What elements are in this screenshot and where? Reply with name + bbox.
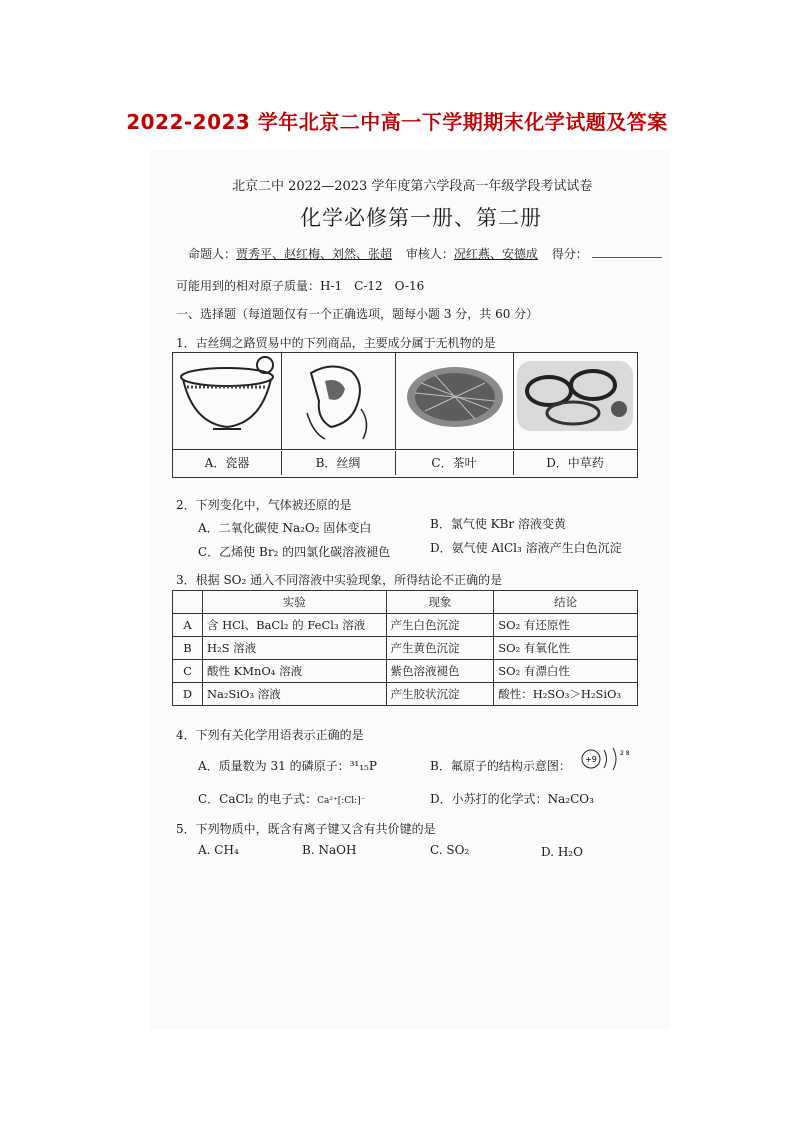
document-title: 2022-2023 学年北京二中高一下学期期末化学试题及答案 — [126, 110, 668, 134]
q5-option-c[interactable]: C. SO₂ — [430, 843, 470, 857]
silk-icon — [281, 353, 396, 449]
table-cell: B — [173, 637, 203, 660]
q2-option-a[interactable]: A．二氧化碳使 Na₂O₂ 固体变白 — [198, 521, 372, 535]
nucleus-charge-label: +9 — [585, 755, 597, 764]
q4-option-b[interactable] — [430, 757, 571, 774]
table-cell: C — [173, 660, 203, 683]
q5-stem: 5．下列物质中，既含有离子键又含有共价键的是 — [176, 822, 436, 836]
q1-stem: 1．古丝绸之路贸易中的下列商品，主要成分属于无机物的是 — [176, 336, 496, 350]
q1-option-d[interactable]: D．中草药 — [546, 456, 604, 470]
table-cell: 产生黄色沉淀 — [386, 637, 494, 660]
q3-stem: 3．根据 SO₂ 通入不同溶液中实验现象，所得结论不正确的是 — [176, 573, 503, 587]
q1-image-table — [172, 352, 638, 478]
tea-leaves-icon — [395, 353, 514, 449]
table-row[interactable] — [173, 660, 638, 683]
q4-option-c-text: C．CaCl₂ 的电子式： — [198, 792, 318, 806]
table-row[interactable] — [173, 683, 638, 706]
table-cell: SO₂ 有氧化性 — [494, 637, 638, 660]
score-label: 得分： — [551, 247, 588, 261]
table-cell: 紫色溶液褪色 — [386, 660, 494, 683]
q3-table — [172, 590, 638, 706]
table-header-cell: 结论 — [494, 591, 638, 614]
q4-option-a-text: A．质量数为 31 的磷原子： — [198, 759, 350, 773]
q4-option-c[interactable] — [198, 790, 365, 807]
q1-label-row — [173, 449, 637, 450]
table-cell: SO₂ 有漂白性 — [494, 660, 638, 683]
exam-header: 北京二中 2022—2023 学年度第六学段高一年级学段考试试卷 — [232, 179, 593, 194]
fluorine-atom-diagram-icon — [580, 745, 632, 775]
table-cell: Na₂SiO₃ 溶液 — [202, 683, 386, 706]
q2-option-c[interactable]: C．乙烯使 Br₂ 的四氯化碳溶液褪色 — [198, 545, 391, 559]
authors-label: 命题人： — [188, 247, 237, 261]
table-cell: H₂S 溶液 — [202, 637, 386, 660]
q1-option-a[interactable]: A．瓷器 — [173, 451, 282, 475]
q2-option-b[interactable]: B．氯气使 KBr 溶液变黄 — [430, 517, 566, 531]
q4-stem: 4．下列有关化学用语表示正确的是 — [176, 728, 364, 742]
porcelain-bowl-icon — [173, 353, 282, 449]
table-header-cell: 现象 — [386, 591, 494, 614]
table-cell: 含 HCl、BaCl₂ 的 FeCl₃ 溶液 — [202, 614, 386, 637]
exam-subject: 化学必修第一册、第二册 — [300, 206, 542, 230]
table-header-cell: 实验 — [202, 591, 386, 614]
table-cell: 产生胶状沉淀 — [386, 683, 494, 706]
reviewer-names: 况红燕、安德成 — [453, 247, 538, 261]
table-row[interactable] — [173, 614, 638, 637]
table-header-row — [173, 591, 638, 614]
herbal-medicine-icon — [513, 353, 637, 449]
electron-shells-label: 2 8 — [620, 750, 630, 757]
q1-option-b[interactable]: B．丝绸 — [281, 451, 396, 475]
table-cell: SO₂ 有还原性 — [494, 614, 638, 637]
q5-option-d[interactable]: D. H₂O — [541, 845, 583, 859]
q2-stem: 2．下列变化中，气体被还原的是 — [176, 498, 352, 512]
q5-option-a[interactable]: A. CH₄ — [198, 843, 239, 857]
q2-option-d[interactable]: D．氨气使 AlCl₃ 溶液产生白色沉淀 — [430, 541, 622, 555]
phosphorus-notation: ³¹₁₅P — [349, 759, 377, 773]
table-row[interactable] — [173, 637, 638, 660]
table-cell: 产生白色沉淀 — [386, 614, 494, 637]
atomic-mass-line: 可能用到的相对原子质量：H-1 C-12 O-16 — [176, 279, 425, 293]
cacl2-electron-formula: Ca²⁺[:Cl:]⁻ — [317, 796, 366, 806]
authors-names: 贾秀平、赵红梅、刘然、张超 — [236, 247, 393, 261]
q4-option-b-text: B．氟原子的结构示意图： — [430, 759, 571, 773]
q5-option-b[interactable]: B. NaOH — [302, 843, 357, 857]
table-cell: 酸性 KMnO₄ 溶液 — [202, 660, 386, 683]
reviewer-label: 审核人： — [405, 247, 454, 261]
table-cell: 酸性：H₂SO₃＞H₂SiO₃ — [494, 683, 638, 706]
q4-option-a[interactable] — [198, 757, 377, 774]
section-heading: 一、选择题（每道题仅有一个正确选项，题每小题 3 分，共 60 分） — [176, 307, 539, 321]
q4-option-d[interactable]: D．小苏打的化学式：Na₂CO₃ — [430, 792, 594, 806]
q1-option-c[interactable]: C．茶叶 — [395, 451, 514, 475]
table-header-cell — [173, 591, 203, 614]
table-cell: A — [173, 614, 203, 637]
authors-line — [188, 245, 662, 262]
table-cell: D — [173, 683, 203, 706]
score-blank — [592, 257, 662, 258]
